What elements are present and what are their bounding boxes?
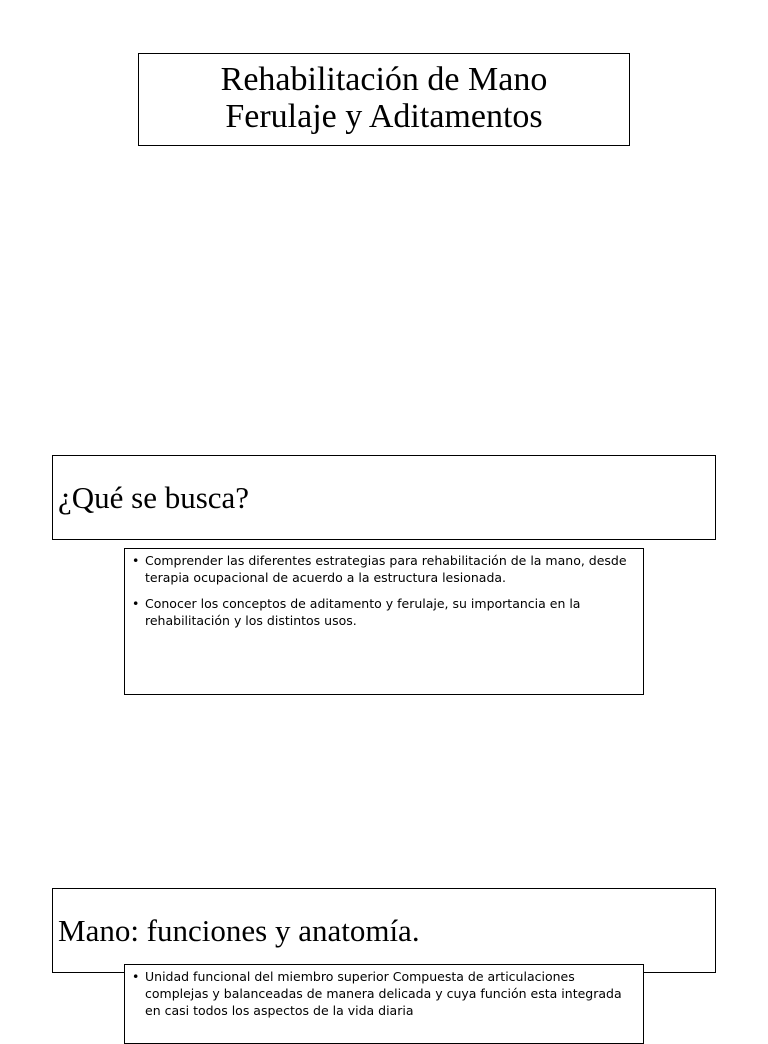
slide-heading-mano-funciones <box>52 888 716 973</box>
slide-heading-que-se-busca <box>52 455 716 540</box>
slide-title-line-2: Ferulaje y Aditamentos <box>225 98 543 135</box>
slide-title-line-1: Rehabilitación de Mano <box>220 61 548 98</box>
bullet-list <box>130 968 635 1019</box>
bullet-list-box-objetivos <box>124 548 644 695</box>
heading-text: ¿Qué se busca? <box>58 479 250 515</box>
bullet-list-box-mano <box>124 964 644 1044</box>
heading-text: Mano: funciones y anatomía. <box>58 912 420 948</box>
bullet-list <box>130 552 635 629</box>
list-item: • Conocer los conceptos de aditamento y ferulaje, su importancia en la rehabilitación y los distintos usos. <box>130 595 635 629</box>
slide-title-box <box>138 53 630 146</box>
list-item: • Comprender las diferentes estrategias para rehabilitación de la mano, desde terapia ocupacional de acuerdo a la estructura lesionada. <box>130 552 635 586</box>
list-item: • Unidad funcional del miembro superior Compuesta de articulaciones complejas y balanceadas de manera delicada y cuya función esta integrada en casi todos los aspectos de la vida diaria <box>130 968 635 1019</box>
